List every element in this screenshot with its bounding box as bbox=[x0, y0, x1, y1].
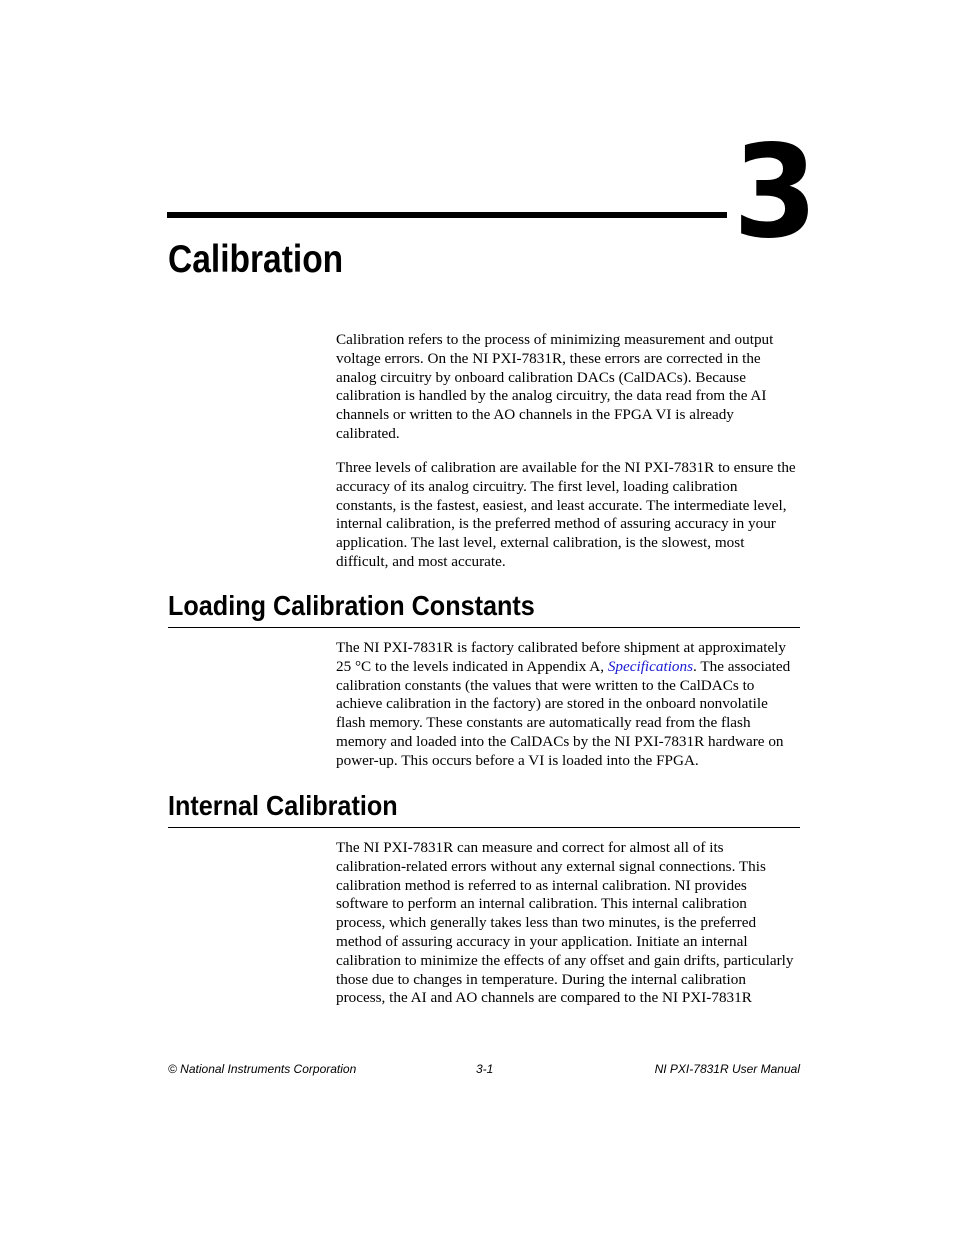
text-line: memory and loaded into the CalDACs by the NI PXI-7831R hardware on bbox=[336, 732, 784, 750]
internal-calibration-heading: Internal Calibration bbox=[168, 790, 398, 821]
text-line: calibrated. bbox=[336, 424, 400, 442]
text-line: calibration to minimize the effects of any offset and gain drifts, particularly bbox=[336, 951, 794, 969]
text-line: process, the AI and AO channels are compared to the NI PXI-7831R bbox=[336, 989, 752, 1007]
text-line: accuracy of its analog circuitry. The first level, loading calibration bbox=[336, 477, 738, 495]
text-line: power-up. This occurs before a VI is loaded into the FPGA. bbox=[336, 751, 699, 769]
text-line: The NI PXI-7831R can measure and correct for almost all of its bbox=[336, 839, 724, 856]
text-line: Three levels of calibration are available for the NI PXI-7831R to ensure the bbox=[336, 459, 796, 476]
footer-copyright: © National Instruments Corporation bbox=[168, 1062, 357, 1076]
text-line: calibration method is referred to as internal calibration. NI provides bbox=[336, 876, 747, 894]
text-line: calibration constants (the values that were written to the CalDACs to bbox=[336, 676, 755, 694]
loading-calibration-heading: Loading Calibration Constants bbox=[168, 590, 535, 621]
intro-paragraph-1 bbox=[336, 331, 801, 444]
text-line: calibration-related errors without any external signal connections. This bbox=[336, 857, 766, 875]
chapter-number: 3 bbox=[733, 118, 816, 267]
text-line: software to perform an internal calibration. This internal calibration bbox=[336, 895, 747, 913]
text-line: Calibration refers to the process of minimizing measurement and output bbox=[336, 331, 774, 348]
section-rule bbox=[168, 627, 800, 628]
text-line: flash memory. These constants are automatically read from the flash bbox=[336, 714, 751, 732]
text-fragment: . The associated bbox=[693, 657, 791, 675]
text-fragment: 25 °C to the levels indicated in Appendix A, bbox=[336, 657, 608, 675]
internal-paragraph bbox=[336, 839, 801, 1008]
text-line: channels or written to the AO channels in the FPGA VI is already bbox=[336, 406, 734, 424]
text-line: process, which generally takes less than two minutes, is the preferred bbox=[336, 914, 757, 932]
specifications-link[interactable]: Specifications bbox=[607, 657, 694, 675]
text-line: calibration is handled by the analog circuitry, the data read from the AI bbox=[336, 387, 767, 405]
text-line: application. The last level, external calibration, is the slowest, most bbox=[336, 534, 745, 552]
loading-paragraph bbox=[336, 639, 801, 771]
chapter-rule bbox=[167, 212, 727, 218]
text-line: method of assuring accuracy in your application. Initiate an internal bbox=[336, 932, 748, 950]
text-line: achieve calibration in the factory) are stored in the onboard nonvolatile bbox=[336, 695, 768, 713]
text-line: difficult, and most accurate. bbox=[336, 552, 506, 570]
text-line: internal calibration, is the preferred method of assuring accuracy in your bbox=[336, 515, 776, 533]
text-line: constants, is the fastest, easiest, and least accurate. The intermediate level, bbox=[336, 496, 787, 514]
footer-manual-title: NI PXI-7831R User Manual bbox=[654, 1062, 800, 1076]
text-line: voltage errors. On the NI PXI-7831R, these errors are corrected in the bbox=[336, 349, 761, 367]
text-line: The NI PXI-7831R is factory calibrated before shipment at approximately bbox=[336, 639, 786, 656]
section-rule bbox=[168, 827, 800, 828]
text-line bbox=[336, 658, 801, 677]
chapter-title: Calibration bbox=[168, 238, 344, 281]
text-line: those due to changes in temperature. During the internal calibration bbox=[336, 970, 746, 988]
intro-paragraph-2 bbox=[336, 459, 801, 572]
text-line: analog circuitry by onboard calibration DACs (CalDACs). Because bbox=[336, 368, 746, 386]
footer-page-number: 3-1 bbox=[476, 1062, 494, 1076]
